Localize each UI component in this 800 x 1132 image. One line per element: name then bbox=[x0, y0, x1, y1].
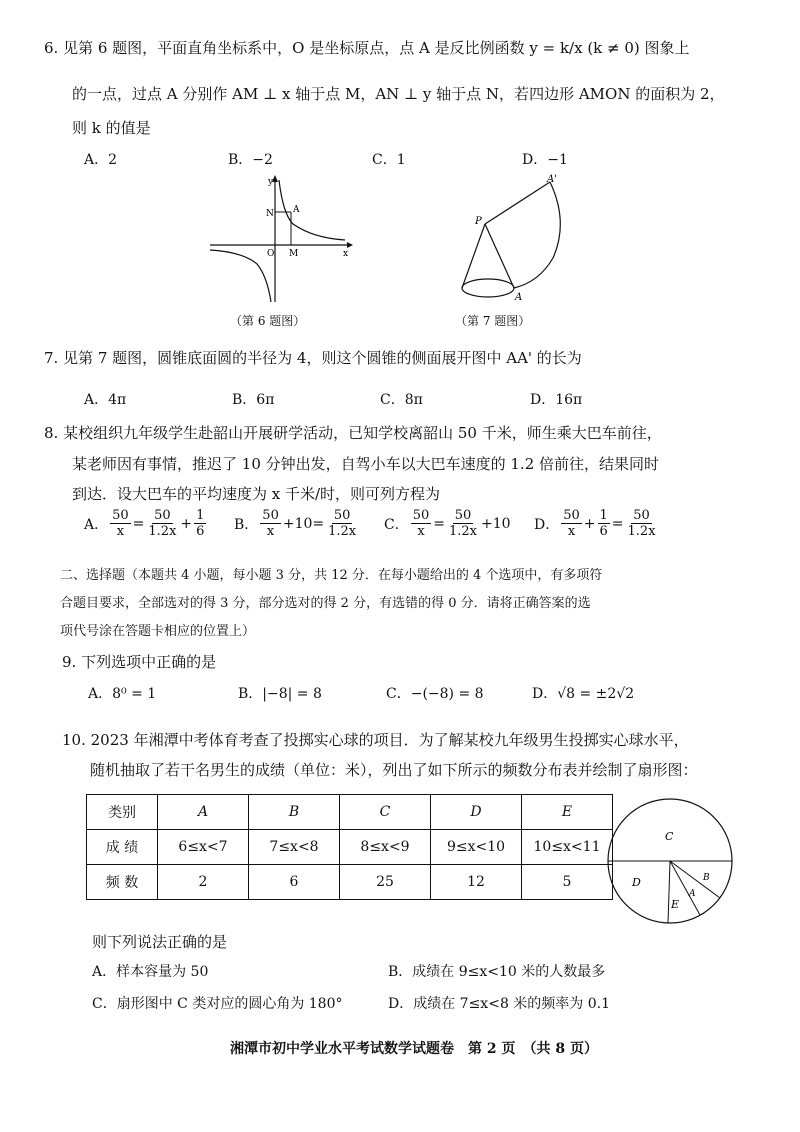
q6-line3: 则 k 的值是 bbox=[72, 119, 151, 137]
pie-label-b: B bbox=[703, 873, 710, 883]
q8-a-frac2: $\frac{50}{1.2x}$ bbox=[148, 508, 177, 539]
fig6-curve-q1 bbox=[279, 180, 345, 240]
q10-option-a: A．样本容量为 50 bbox=[92, 964, 209, 980]
q8-option-c bbox=[384, 508, 511, 539]
table-cell: 类别 bbox=[87, 795, 158, 830]
fig6-label-m: M bbox=[289, 249, 299, 259]
table-cell: A bbox=[158, 795, 249, 830]
table-cell: 6 bbox=[249, 865, 340, 900]
q6-option-b: B．−2 bbox=[228, 152, 273, 168]
q10-option-d: D．成绩在 7≤x<8 米的频率为 0.1 bbox=[388, 996, 611, 1012]
table-cell: 6≤x<7 bbox=[158, 830, 249, 865]
fig7-label-p: P bbox=[475, 216, 482, 227]
q6-option-a: A．2 bbox=[84, 152, 118, 168]
q8-b-frac2: $\frac{50}{1.2x}$ bbox=[328, 508, 357, 539]
q9-option-c: C．−(−8) = 8 bbox=[386, 686, 484, 702]
q8-a-eq: = bbox=[132, 515, 145, 532]
fig7-left-slant bbox=[462, 224, 485, 288]
table-cell: D bbox=[431, 795, 522, 830]
fig7-label-a-top: A' bbox=[547, 174, 557, 185]
q10-after-text: 则下列说法正确的是 bbox=[92, 933, 228, 951]
q8-line2: 某老师因有事情，推迟了 10 分钟出发，自驾小车以大巴车速度的 1.2 倍前往，结果同时 bbox=[72, 455, 660, 473]
q8-option-d bbox=[534, 508, 660, 539]
fig6-x-arrow bbox=[347, 242, 353, 248]
q9-stem: 9. 下列选项中正确的是 bbox=[62, 653, 217, 671]
q6-line1: 6. 见第 6 题图，平面直角坐标系中，O 是坐标原点，点 A 是反比例函数 y = k/x (k ≠ 0) 图象上 bbox=[44, 39, 690, 57]
q8-c-eq: = bbox=[433, 515, 445, 532]
q6-option-c: C．1 bbox=[372, 152, 406, 168]
section2-line2: 合题目要求，全部选对的得 3 分，部分选对的得 2 分，有选错的得 0 分．请将正确答案的选 bbox=[60, 596, 591, 611]
pie-label-a: A bbox=[689, 889, 696, 899]
q7-stem: 7. 见第 7 题图，圆锥底面圆的半径为 4，则这个圆锥的侧面展开图中 AA' 的长为 bbox=[44, 349, 582, 367]
q9-option-b: B．|−8| = 8 bbox=[238, 686, 322, 702]
table-row bbox=[87, 795, 613, 830]
q8-a-frac1: $\frac{50}{x}$ bbox=[112, 508, 129, 539]
table-cell: E bbox=[522, 795, 613, 830]
table-cell: B bbox=[249, 795, 340, 830]
q8-d-frac1: $\frac{50}{x}$ bbox=[563, 508, 580, 539]
q7-option-d: D．16π bbox=[530, 392, 583, 408]
q7-option-a: A．4π bbox=[84, 392, 127, 408]
q8-d-frac2: $\frac{1}{6}$ bbox=[599, 508, 608, 539]
fig6-label-x: x bbox=[343, 249, 349, 259]
q8-d-eq: = bbox=[611, 515, 624, 532]
q8-option-b bbox=[234, 508, 360, 539]
fig7-pa-line bbox=[485, 182, 550, 224]
pie-divider-5 bbox=[668, 861, 670, 923]
fig7-caption: （第 7 题图） bbox=[455, 314, 531, 328]
q8-option-a bbox=[84, 508, 208, 539]
q8-b-mid: +10= bbox=[282, 515, 325, 532]
table-cell: 10≤x<11 bbox=[522, 830, 613, 865]
table-cell: 成 绩 bbox=[87, 830, 158, 865]
fig7-base-ellipse bbox=[462, 279, 514, 297]
q8-a-plus: + bbox=[180, 515, 193, 532]
q7-option-b: B．6π bbox=[232, 392, 275, 408]
q8-c-frac2: $\frac{50}{1.2x}$ bbox=[449, 508, 478, 539]
fig6-label-o: O bbox=[267, 249, 275, 259]
q8-b-label: B． bbox=[234, 516, 259, 533]
q8-c-tail: +10 bbox=[481, 515, 511, 532]
fig6-label-a: A bbox=[293, 205, 300, 215]
fig6-label-n: N bbox=[266, 209, 274, 219]
q8-c-label: C． bbox=[384, 516, 409, 533]
q8-c-frac1: $\frac{50}{x}$ bbox=[412, 508, 430, 539]
q8-b-frac1: $\frac{50}{x}$ bbox=[262, 508, 279, 539]
fig7-right-slant bbox=[485, 224, 514, 288]
table-cell: 2 bbox=[158, 865, 249, 900]
table-cell: 7≤x<8 bbox=[249, 830, 340, 865]
q10-option-c: C．扇形图中 C 类对应的圆心角为 180° bbox=[92, 996, 343, 1012]
q10-line2: 随机抽取了若干名男生的成绩（单位：米），列出了如下所示的频数分布表并绘制了扇形图： bbox=[90, 761, 698, 779]
q9-option-d: D．√8 = ±2√2 bbox=[532, 686, 635, 702]
fig6-label-y: y bbox=[268, 177, 274, 187]
table-cell: 9≤x<10 bbox=[431, 830, 522, 865]
q10-frequency-table bbox=[86, 794, 613, 900]
section2-line1: 二、选择题（本题共 4 小题，每小题 3 分，共 12 分．在每小题给出的 4 个选项中，有多项符 bbox=[60, 568, 603, 583]
table-cell: 频 数 bbox=[87, 865, 158, 900]
fig6-curve-q3 bbox=[210, 250, 271, 302]
pie-label-d: D bbox=[632, 876, 641, 889]
q8-a-label: A． bbox=[84, 516, 109, 533]
table-cell: 12 bbox=[431, 865, 522, 900]
table-cell: 5 bbox=[522, 865, 613, 900]
q10-line1: 10. 2023 年湘潭中考体育考查了投掷实心球的项目．为了解某校九年级男生投掷实心球水平， bbox=[62, 731, 689, 749]
q8-line1: 8. 某校组织九年级学生赴韶山开展研学活动，已知学校离韶山 50 千米，师生乘大巴车前往， bbox=[44, 424, 662, 442]
fig7-arc bbox=[514, 182, 560, 288]
page-footer: 湘潭市初中学业水平考试数学试题卷 第 2 页 （共 8 页） bbox=[230, 1041, 598, 1057]
table-cell: C bbox=[340, 795, 431, 830]
q10-pie-chart bbox=[605, 796, 735, 926]
q8-d-frac3: $\frac{50}{1.2x}$ bbox=[627, 508, 656, 539]
fig7-label-a-bottom: A bbox=[515, 292, 523, 303]
q8-d-plus: + bbox=[583, 515, 596, 532]
table-cell: 8≤x<9 bbox=[340, 830, 431, 865]
table-row bbox=[87, 865, 613, 900]
table-cell: 25 bbox=[340, 865, 431, 900]
q8-d-label: D． bbox=[534, 516, 560, 533]
q9-option-a: A．8⁰ = 1 bbox=[88, 686, 157, 702]
fig6-graph bbox=[205, 172, 355, 307]
fig6-caption: （第 6 题图） bbox=[230, 314, 306, 328]
fig7-cone bbox=[455, 172, 575, 307]
pie-label-e: E bbox=[671, 898, 680, 911]
section2-line3: 项代号涂在答题卡相应的位置上） bbox=[60, 624, 256, 639]
q6-option-d: D．−1 bbox=[522, 152, 568, 168]
table-row bbox=[87, 830, 613, 865]
q6-line2: 的一点，过点 A 分别作 AM ⊥ x 轴于点 M，AN ⊥ y 轴于点 N，若四边形 AMON 的面积为 2， bbox=[72, 85, 725, 103]
q10-option-b: B．成绩在 9≤x<10 米的人数最多 bbox=[388, 964, 606, 980]
pie-label-c: C bbox=[665, 830, 674, 843]
q8-a-frac3: $\frac{1}{6}$ bbox=[196, 508, 205, 539]
q7-option-c: C．8π bbox=[380, 392, 423, 408]
q8-line3: 到达．设大巴车的平均速度为 x 千米/时，则可列方程为 bbox=[72, 485, 441, 503]
